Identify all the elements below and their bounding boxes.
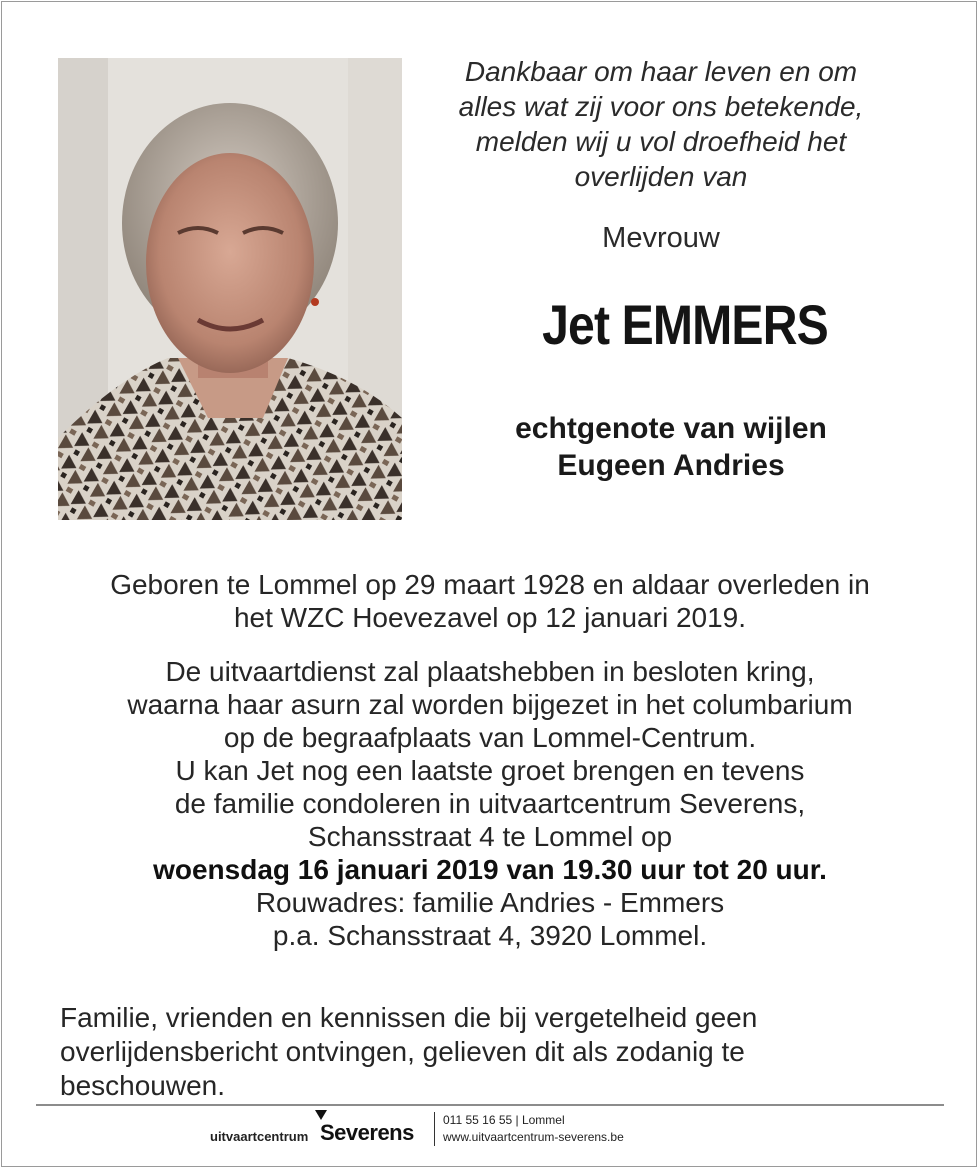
logo-brand-text: Severens [320,1120,414,1145]
closing-text [60,1001,920,1103]
service-line: U kan Jet nog een laatste groet brengen en tevens [175,755,805,786]
logo-small-text: uitvaartcentrum [210,1129,309,1144]
service-line: De uitvaartdienst zal plaatshebben in besloten kring, [165,656,815,687]
footer-divider [36,1104,944,1106]
logo-triangle-icon [315,1110,327,1120]
visitation-date: woensdag 16 januari 2019 van 19.30 uur tot 20 uur. [153,854,827,885]
funeral-home-logo [210,1108,434,1156]
announcement-body [30,568,950,952]
service-line: waarna haar asurn zal worden bijgezet in het columbarium [127,689,853,720]
spouse-text [420,410,922,484]
closing-line: overlijdensbericht ontvingen, gelieven dit als zodanig te [60,1036,745,1067]
birth-line: het WZC Hoevezavel op 12 januari 2019. [233,602,747,633]
footer-contact [443,1112,624,1146]
spouse-line: echtgenote van wijlen [515,412,827,445]
closing-line: Familie, vrienden en kennissen die bij vergetelheid geen [60,1002,758,1033]
service-line: Schansstraat 4 te Lommel op [307,821,673,852]
closing-line: beschouwen. [60,1070,226,1101]
spouse-line: Eugeen Andries [557,449,785,482]
spacer [30,634,950,655]
intro-line: melden wij u vol droefheid het [475,126,847,157]
address-line: p.a. Schansstraat 4, 3920 Lommel. [272,920,708,951]
address-line: Rouwadres: familie Andries - Emmers [255,887,725,918]
service-line: de familie condoleren in uitvaartcentrum Severens, [174,788,806,819]
intro-line: alles wat zij voor ons betekende, [458,91,864,122]
footer-website[interactable]: www.uitvaartcentrum-severens.be [443,1130,624,1144]
honorific: Mevrouw [602,222,720,254]
intro-line: overlijden van [574,161,748,192]
footer-phone: 011 55 16 55 | Lommel [443,1113,565,1127]
portrait-photo [58,58,402,520]
deceased-name: Jet EMMERS [542,293,828,356]
service-line: op de begraafplaats van Lommel-Centrum. [223,722,757,753]
footer-separator [434,1112,435,1146]
intro-line: Dankbaar om haar leven en om [464,56,858,87]
intro-text [420,54,902,194]
birth-line: Geboren te Lommel op 29 maart 1928 en aldaar overleden in [110,569,870,600]
